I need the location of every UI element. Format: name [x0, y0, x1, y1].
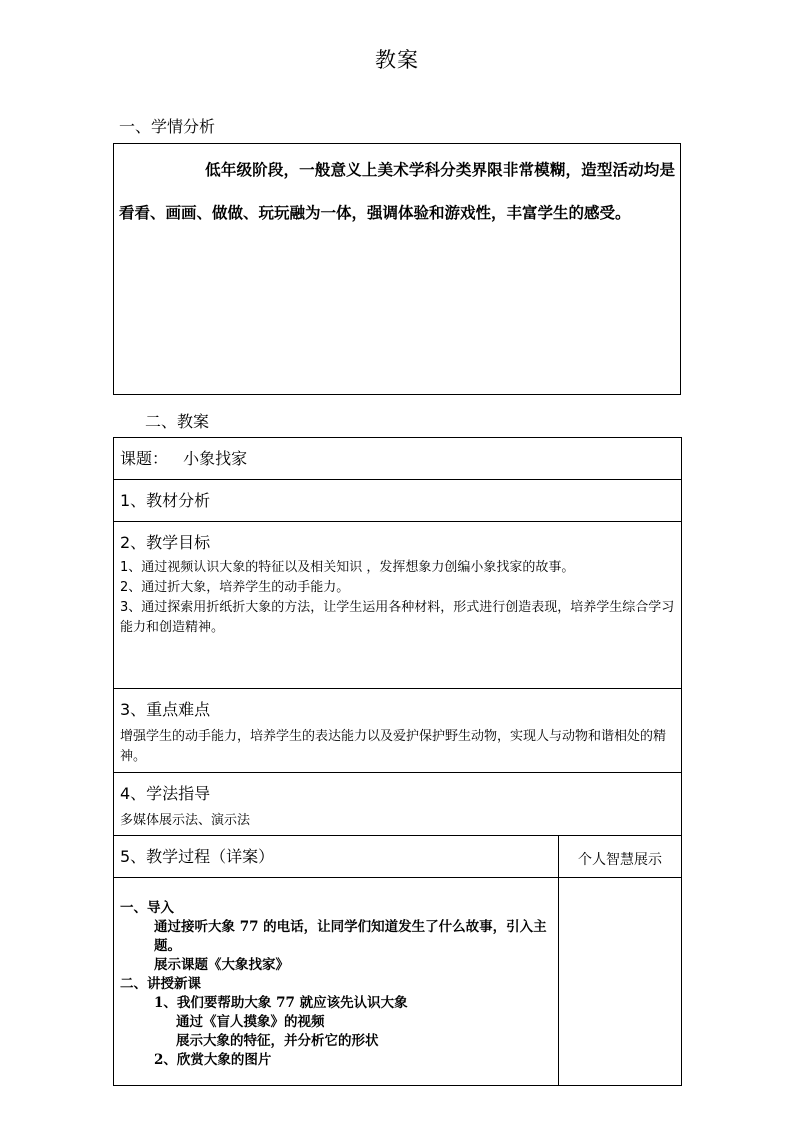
goals-heading: 2、教学目标 — [120, 533, 211, 552]
material-row — [114, 480, 682, 522]
process-line: 通过接听大象 77 的电话，让同学们知道发生了什么故事，引入主题。 — [154, 919, 547, 954]
goals-list — [120, 558, 675, 638]
goal-item: 1、通过视频认识大象的特征以及相关知识 ，发挥想象力创编小象找家的故事。 — [120, 560, 575, 575]
process-line: 通过《盲人摸象》的视频 — [176, 1014, 325, 1030]
method-row — [114, 773, 682, 836]
goals-row — [114, 522, 682, 689]
method-text: 多媒体展示法、演示法 — [120, 813, 251, 828]
process-header-row — [114, 836, 682, 878]
material-heading: 1、教材分析 — [114, 480, 682, 522]
method-heading: 4、学法指导 — [120, 784, 211, 803]
section-heading-plan: 二、教案 — [145, 412, 210, 431]
goal-item: 3、通过探索用折纸折大象的方法，让学生运用各种材料，形式进行创造表现，培养学生综合学习能力和创造精神。 — [120, 600, 675, 635]
topic-value: 小象找家 — [183, 449, 248, 468]
lesson-plan-table — [113, 437, 682, 1086]
key-points-text: 增强学生的动手能力，培养学生的表达能力以及爱护保护野生动物，实现人与动物和谐相处的精神。 — [120, 729, 667, 764]
process-content — [114, 878, 559, 1086]
goal-item: 2、通过折大象，培养学生的动手能力。 — [120, 580, 350, 595]
process-line: 展示大象的特征，并分析它的形状 — [176, 1033, 379, 1049]
key-points-heading: 3、重点难点 — [120, 700, 211, 719]
process-line: 展示课题《大象找家》 — [154, 957, 289, 973]
process-line: 一、导入 — [120, 900, 174, 916]
process-heading: 5、教学过程（详案） — [114, 836, 559, 878]
process-line: 二、讲授新课 — [120, 976, 201, 992]
section-heading-analysis: 一、学情分析 — [119, 117, 216, 136]
topic-row — [114, 438, 682, 480]
process-row — [114, 878, 682, 1086]
document-title: 教案 — [375, 48, 419, 72]
process-line: 2、欣赏大象的图片 — [154, 1052, 272, 1068]
process-line: 1、我们要帮助大象 77 就应该先认识大象 — [154, 995, 408, 1011]
key-points-row — [114, 689, 682, 773]
side-column-cell — [559, 878, 682, 1086]
topic-label: 课题： — [120, 449, 169, 468]
analysis-text: 低年级阶段，一般意义上美术学科分类界限非常模糊，造型活动均是看看、画画、做做、玩玩融为一体，强调体验和游戏性，丰富学生的感受。 — [119, 160, 675, 222]
side-column-heading: 个人智慧展示 — [559, 836, 682, 878]
